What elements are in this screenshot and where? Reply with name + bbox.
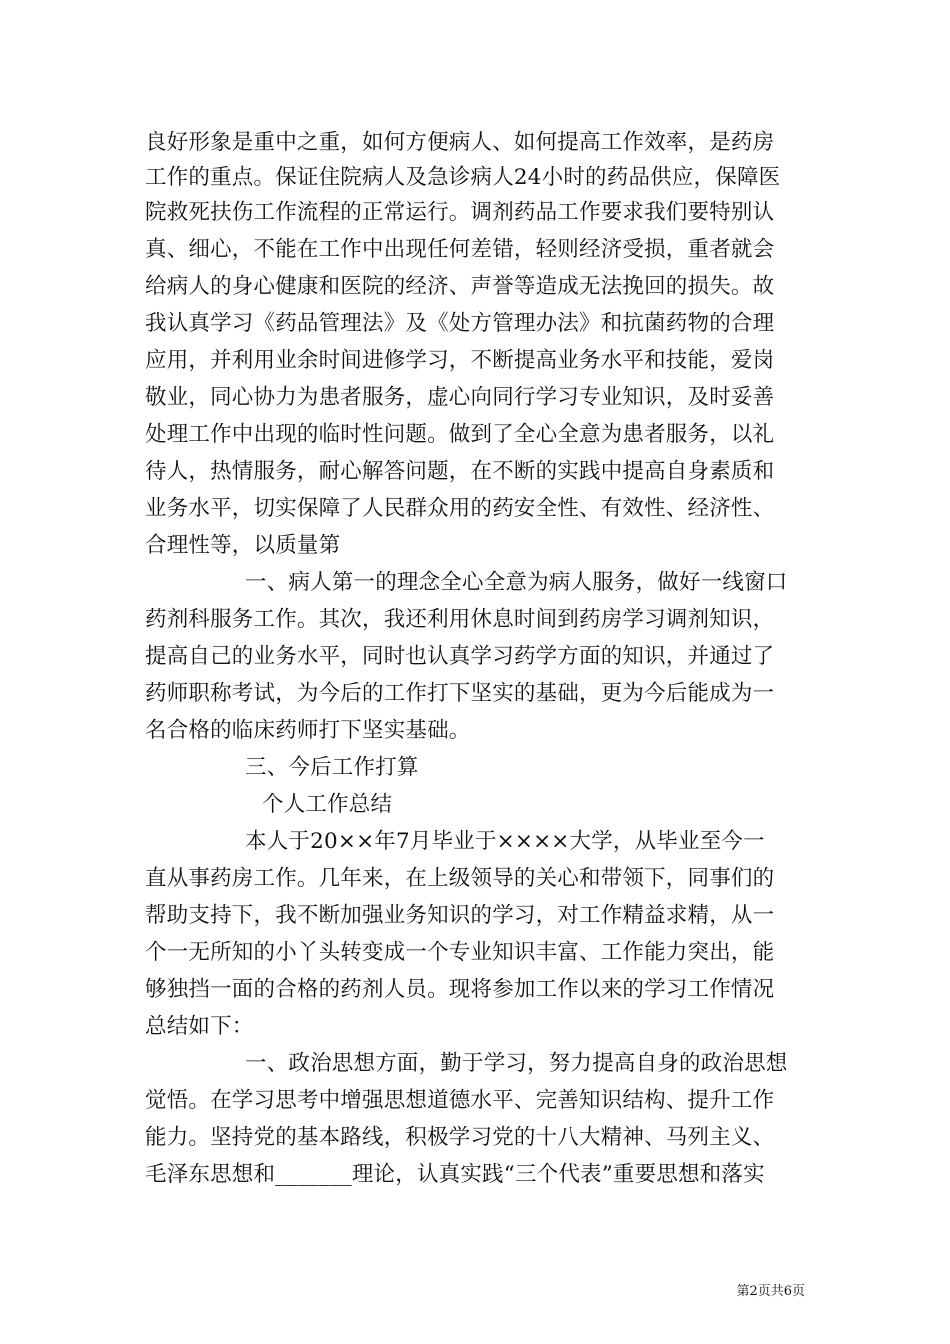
body-text-line: 良好形象是重中之重，如何方便病人、如何提高工作效率，是药房 — [145, 130, 775, 155]
section-heading: 一、病人第一的理念全心全意为病人服务，做好一线窗口 — [245, 570, 788, 595]
body-text-line: 我认真学习《药品管理法》及《处方管理办法》和抗菌药物的合理 — [145, 311, 775, 336]
body-text-line: 提高自己的业务水平，同时也认真学习药学方面的知识，并通过了 — [145, 644, 775, 669]
section-heading: 三、今后工作打算 — [245, 755, 419, 780]
document-title: 个人工作总结 — [262, 792, 393, 817]
body-text-line: 待人，热情服务，耐心解答问题，在不断的实践中提高自身素质和 — [145, 459, 775, 484]
page-number-footer: 第2页共6页 — [736, 1284, 805, 1299]
section-heading: 一、政治思想方面，勤于学习，努力提高自身的政治思想 — [245, 1051, 788, 1076]
body-text-line: 给病人的身心健康和医院的经济、声誉等造成无法挽回的损失。故 — [145, 274, 775, 299]
body-text-line: 总结如下： — [145, 1014, 254, 1039]
body-text-line: 觉悟。在学习思考中增强思想道德水平、完善知识结构、提升工作 — [145, 1088, 775, 1113]
body-text-line: 真、细心，不能在工作中出现任何差错，轻则经济受损，重者就会 — [145, 237, 775, 262]
body-text-line: 个一无所知的小丫头转变成一个专业知识丰富、工作能力突出，能 — [145, 940, 775, 965]
body-text-line: 合理性等，以质量第 — [145, 533, 341, 558]
body-text-line: 药师职称考试，为今后的工作打下坚实的基础，更为今后能成为一 — [145, 681, 775, 706]
body-text-line: 业务水平，切实保障了人民群众用的药安全性、有效性、经济性、 — [145, 496, 775, 521]
body-text-line: 本人于20××年7月毕业于××××大学，从毕业至今一 — [245, 829, 765, 854]
body-text-line: 应用，并利用业余时间进修学习，不断提高业务水平和技能，爱岗 — [145, 348, 775, 373]
body-text-line: 毛泽东思想和_______理论，认真实践“三个代表”重要思想和落实 — [145, 1162, 765, 1187]
body-text-line: 能力。坚持党的基本路线，积极学习党的十八大精神、马列主义、 — [145, 1125, 775, 1150]
body-text-line: 院救死扶伤工作流程的正常运行。调剂药品工作要求我们要特别认 — [145, 200, 775, 225]
body-text-line: 名合格的临床药师打下坚实基础。 — [145, 718, 471, 743]
body-text-line: 直从事药房工作。几年来，在上级领导的关心和带领下，同事们的 — [145, 866, 775, 891]
body-text-line: 工作的重点。保证住院病人及急诊病人24小时的药品供应，保障医 — [145, 165, 781, 190]
body-text-line: 药剂科服务工作。其次，我还利用休息时间到药房学习调剂知识， — [145, 607, 775, 632]
body-text-line: 敬业，同心协力为患者服务，虚心向同行学习专业知识，及时妥善 — [145, 385, 775, 410]
body-text-line: 够独挡一面的合格的药剂人员。现将参加工作以来的学习工作情况 — [145, 977, 775, 1002]
body-text-line: 处理工作中出现的临时性问题。做到了全心全意为患者服务，以礼 — [145, 422, 775, 447]
body-text-line: 帮助支持下，我不断加强业务知识的学习，对工作精益求精，从一 — [145, 903, 775, 928]
